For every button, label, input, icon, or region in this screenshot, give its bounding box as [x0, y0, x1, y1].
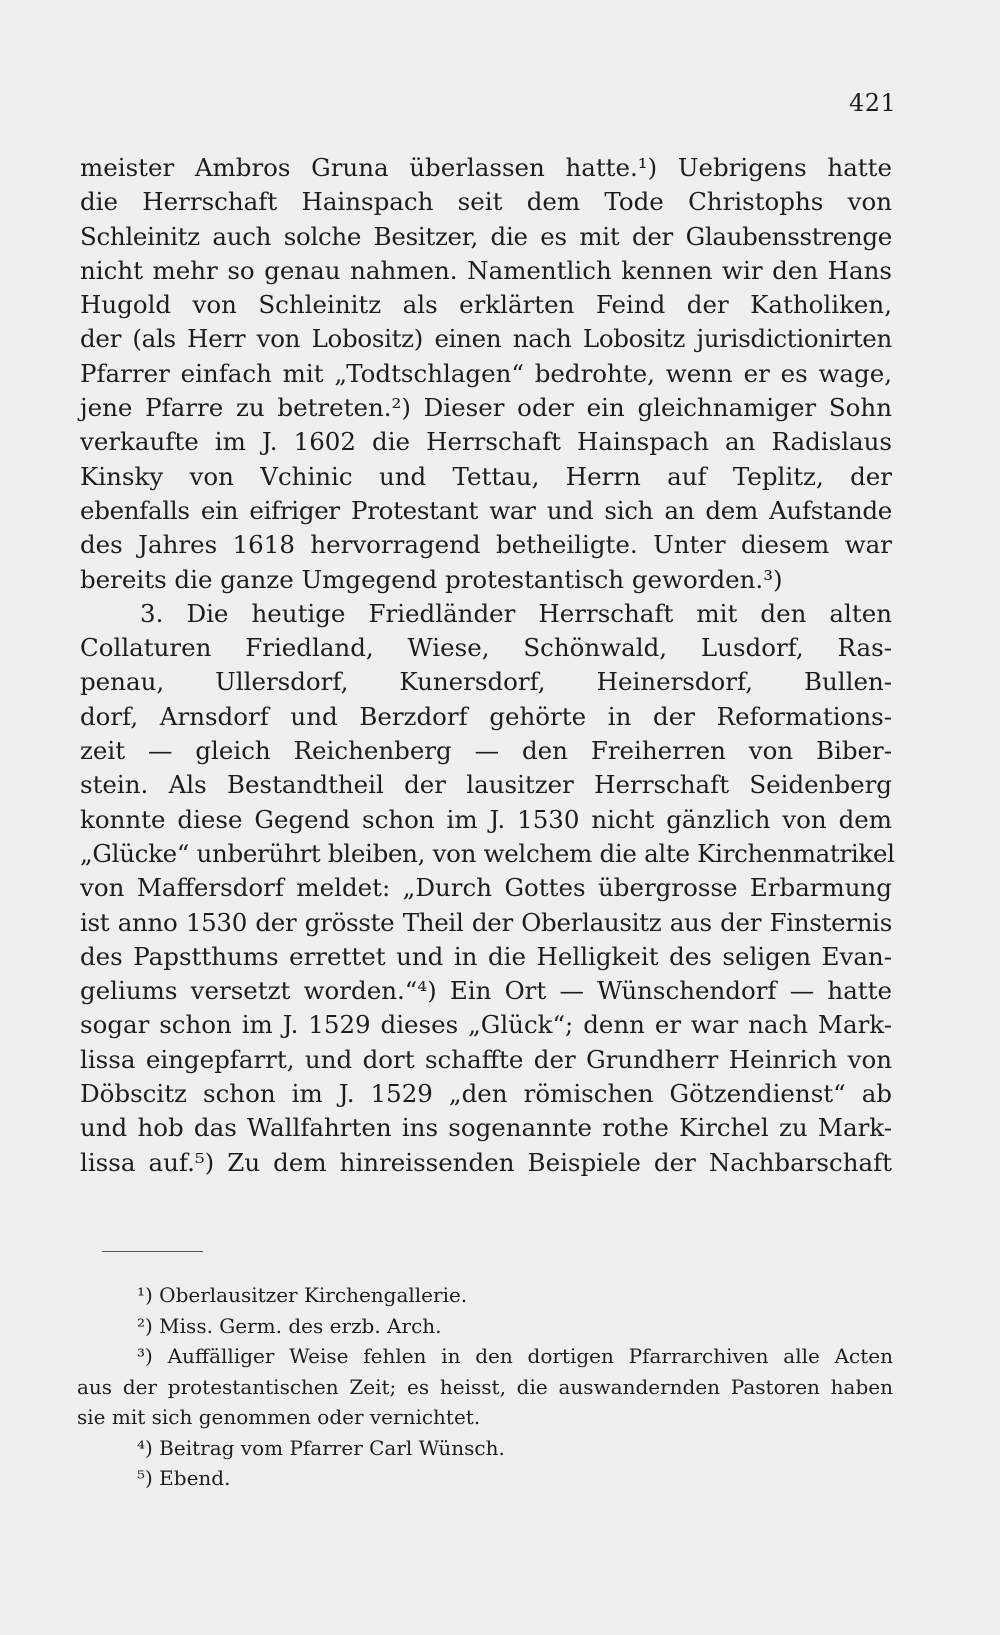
footnotes	[77, 1280, 893, 1494]
text-line: die Herrschaft Hainspach seit dem Tode Christophs von	[80, 187, 892, 217]
text-line: 3. Die heutige Friedländer Herrschaft mit den alten	[140, 598, 892, 628]
page-number: 421	[849, 89, 897, 117]
text-line: Pfarrer einfach mit „Todtschlagen“ bedrohte, wenn er es wage,	[80, 358, 892, 388]
text-line: bereits die ganze Umgegend protestantisch geworden.³)	[80, 564, 783, 594]
footnote: ¹) Oberlausitzer Kirchengallerie.	[137, 1283, 468, 1307]
footnote: ⁵) Ebend.	[137, 1466, 231, 1490]
text-line: „Glücke“ unberührt bleiben, von welchem die alte Kirchenmatrikel	[80, 838, 895, 868]
text-line: nicht mehr so genau nahmen. Namentlich kennen wir den Hans	[80, 255, 892, 285]
text-line: Schleinitz auch solche Besitzer, die es mit der Glaubensstrenge	[80, 221, 892, 251]
footnote: ²) Miss. Germ. des erzb. Arch.	[137, 1313, 442, 1338]
footnote-continuation: sie mit sich genommen oder vernichtet.	[77, 1405, 481, 1429]
text-line: lissa auf.⁵) Zu dem hinreissenden Beispiele der Nachbarschaft	[80, 1147, 892, 1177]
text-line: penau, Ullersdorf, Kunersdorf, Heinersdorf, Bullen-	[80, 667, 892, 697]
footnote: ⁴) Beitrag vom Pfarrer Carl Wünsch.	[137, 1435, 505, 1460]
text-line: stein. Als Bestandtheil der lausitzer Herrschaft Seidenberg	[80, 770, 892, 800]
text-line: des Jahres 1618 hervorragend betheiligte. Unter diesem war	[80, 530, 892, 560]
text-line: konnte diese Gegend schon im J. 1530 nicht gänzlich von dem	[80, 804, 892, 834]
text-line: meister Ambros Gruna überlassen hatte.¹) Uebrigens hatte	[80, 153, 892, 182]
text-line: jene Pfarre zu betreten.²) Dieser oder ein gleichnamiger Sohn	[80, 393, 892, 423]
text-line: Döbscitz schon im J. 1529 „den römischen Götzendienst“ ab	[80, 1079, 892, 1109]
text-line: des Papstthums errettet und in die Helligkeit des seligen Evan-	[80, 941, 892, 971]
text-line: sogar schon im J. 1529 dieses „Glück“; denn er war nach Mark-	[80, 1010, 892, 1040]
text-line: zeit — gleich Reichenberg — den Freiherren von Biber-	[80, 736, 892, 766]
text-line: lissa eingepfarrt, und dort schaffte der Grundherr Heinrich von	[80, 1044, 892, 1074]
main-text-block	[80, 151, 895, 1180]
text-line: ebenfalls ein eifriger Protestant war und sich an dem Aufstande	[80, 495, 892, 525]
text-line: und hob das Wallfahrten ins sogenannte rothe Kirchel zu Mark-	[80, 1113, 892, 1143]
text-line: Collaturen Friedland, Wiese, Schönwald, Lusdorf, Ras-	[80, 633, 892, 663]
text-line: Hugold von Schleinitz als erklärten Feind der Katholiken,	[80, 290, 892, 320]
text-line: verkaufte im J. 1602 die Herrschaft Hainspach an Radislaus	[80, 427, 892, 457]
footnote-divider	[102, 1251, 203, 1252]
text-line: der (als Herr von Lobositz) einen nach Lobositz jurisdictionirten	[80, 324, 892, 354]
footnote-continuation: aus der protestantischen Zeit; es heisst, die auswandernden Pastoren haben	[77, 1374, 893, 1399]
text-line: ist anno 1530 der grösste Theil der Oberlausitz aus der Finsternis	[80, 907, 892, 937]
text-line: von Maffersdorf meldet: „Durch Gottes übergrosse Erbarmung	[80, 873, 892, 903]
text-line: geliums versetzt worden.“⁴) Ein Ort — Wünschendorf — hatte	[80, 976, 892, 1006]
footnote: ³) Auffälliger Weise fehlen in den dortigen Pfarrarchiven alle Acten	[137, 1344, 893, 1368]
text-line: dorf, Arnsdorf und Berzdorf gehörte in der Reformations-	[80, 701, 892, 731]
text-line: Kinsky von Vchinic und Tettau, Herrn auf Teplitz, der	[80, 461, 892, 491]
